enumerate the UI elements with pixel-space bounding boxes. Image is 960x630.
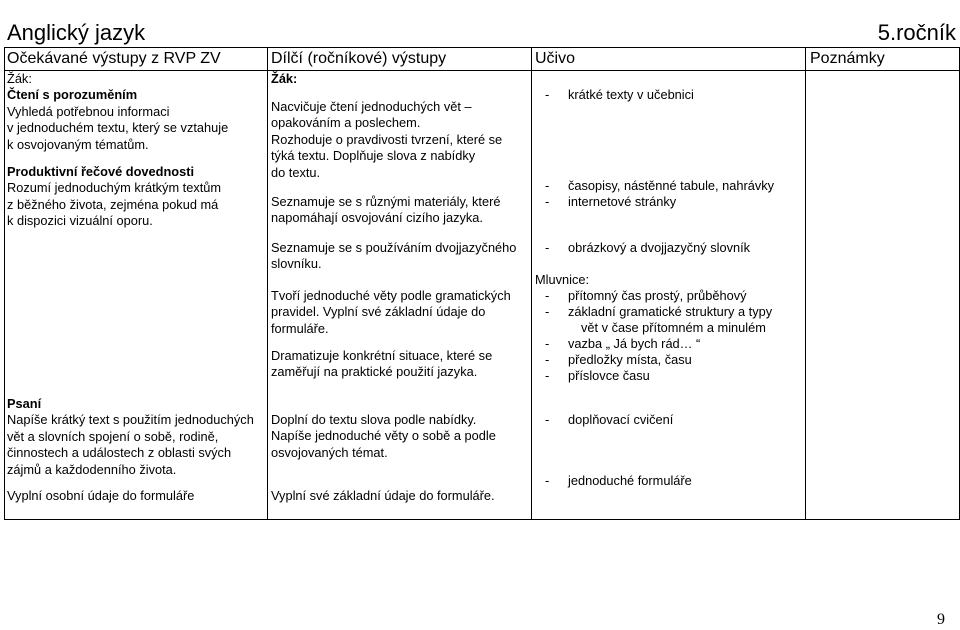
text-line: Nacvičuje čtení jednoduchých vět – <box>271 99 472 114</box>
productive-heading: Produktivní řečové dovednosti <box>7 164 195 179</box>
reading-line: v jednoduchém textu, který se vztahuje <box>7 120 229 136</box>
curriculum-item: vazba „ Já bych rád… “ <box>568 336 701 351</box>
text-line: slovníku. <box>271 256 322 272</box>
writing-line: činnostech a událostech z oblasti svých <box>7 445 232 461</box>
curriculum-item: doplňovací cvičení <box>568 412 674 427</box>
text-line: Dramatizuje konkrétní situace, které se <box>271 348 493 363</box>
text-line: osvojovaných témat. <box>271 444 388 460</box>
col2-block-2 <box>271 194 500 227</box>
curriculum-item-continued: vět v čase přítomném a minulém <box>581 320 766 335</box>
list-dash: - <box>545 87 550 102</box>
productive-line: Rozumí jednoduchým krátkým textům <box>7 180 222 196</box>
col2-block-6 <box>271 412 496 461</box>
curriculum-item: internetové stránky <box>568 194 677 209</box>
list-dash: - <box>545 473 550 488</box>
writing-line: zájmů a každodenního života. <box>7 461 177 477</box>
grammar-heading: Mluvnice: <box>535 272 590 287</box>
zak-label: Žák: <box>271 71 298 86</box>
reading-line: k osvojovaným tématům. <box>7 136 149 152</box>
curriculum-item: jednoduché formuláře <box>568 473 692 488</box>
curriculum-item: předložky místa, času <box>568 352 692 367</box>
curriculum-item: přítomný čas prostý, průběhový <box>568 288 747 303</box>
list-dash: - <box>545 288 550 303</box>
header-curriculum: Učivo <box>535 50 576 67</box>
col1-block-writing <box>7 396 254 478</box>
list-dash: - <box>545 412 550 427</box>
col2-block-5 <box>271 348 492 381</box>
curriculum-item: příslovce času <box>568 368 650 383</box>
writing-line: Napíše krátký text s použitím jednoduchých <box>7 412 254 428</box>
list-dash: - <box>545 304 550 319</box>
productive-line: z běžného života, zejména pokud má <box>7 196 219 212</box>
col1-form-line <box>7 488 194 504</box>
header-expected-outputs: Očekávané výstupy z RVP ZV <box>7 50 221 67</box>
zak-label: Žák: <box>7 71 32 86</box>
col1-block-reading <box>7 71 228 153</box>
text-line: Vyplní své základní údaje do formuláře. <box>271 488 495 503</box>
list-dash: - <box>545 352 550 367</box>
list-dash: - <box>545 336 550 351</box>
col-divider-3 <box>805 47 806 520</box>
text-line: Seznamuje se s používáním dvojjazyčného <box>271 240 517 255</box>
col2-block-3 <box>271 240 516 273</box>
text-line: Rozhoduje o pravdivosti tvrzení, které se <box>271 131 503 147</box>
col-divider-2 <box>531 47 532 520</box>
table-left-border <box>4 47 5 520</box>
curriculum-item: obrázkový a dvojjazyčný slovník <box>568 240 751 255</box>
page-number: 9 <box>937 611 945 628</box>
grade-label: 5.ročník <box>877 20 956 45</box>
text-line: napomáhají osvojování cizího jazyka. <box>271 210 483 226</box>
table-bottom-border <box>4 519 960 520</box>
text-line: Napíše jednoduché věty o sobě a podle <box>271 428 496 444</box>
text-line: pravidel. Vyplní své základní údaje do <box>271 304 486 320</box>
list-dash: - <box>545 194 550 209</box>
text-line: týká textu. Doplňuje slova z nabídky <box>271 148 476 164</box>
text-line: opakováním a poslechem. <box>271 115 421 131</box>
list-dash: - <box>545 178 550 193</box>
curriculum-item: časopisy, nástěnné tabule, nahrávky <box>568 178 775 193</box>
text-line: zaměřují na praktické použití jazyka. <box>271 364 478 380</box>
text-line: Seznamuje se s různými materiály, které <box>271 194 501 209</box>
productive-line: k dispozici vizuální oporu. <box>7 213 153 229</box>
col-divider-1 <box>267 47 268 520</box>
col2-block-1 <box>271 99 502 181</box>
text-line: do textu. <box>271 164 321 180</box>
header-partial-outputs: Dílčí (ročníkové) výstupy <box>271 50 447 67</box>
page-title: Anglický jazyk <box>7 20 146 45</box>
writing-line: vět a slovních spojení o sobě, rodině, <box>7 428 219 444</box>
col1-block-productive <box>7 164 221 230</box>
header-notes: Poznámky <box>810 50 885 67</box>
curriculum-item: základní gramatické struktury a typy <box>568 304 773 319</box>
text-line: Tvoří jednoduché věty podle gramatických <box>271 288 511 303</box>
list-dash: - <box>545 240 550 255</box>
table-top-border <box>4 47 960 48</box>
curriculum-item: krátké texty v učebnici <box>568 87 694 102</box>
writing-heading: Psaní <box>7 396 42 411</box>
text-line: formuláře. <box>271 320 329 336</box>
text-line: Doplní do textu slova podle nabídky. <box>271 412 477 427</box>
reading-line: Vyhledá potřebnou informaci <box>7 103 170 119</box>
form-line: Vyplní osobní údaje do formuláře <box>7 488 195 503</box>
reading-heading: Čtení s porozuměním <box>7 87 138 103</box>
col2-block-4 <box>271 288 511 337</box>
col2-zak <box>271 71 297 87</box>
col2-block-7 <box>271 488 495 504</box>
list-dash: - <box>545 368 550 383</box>
